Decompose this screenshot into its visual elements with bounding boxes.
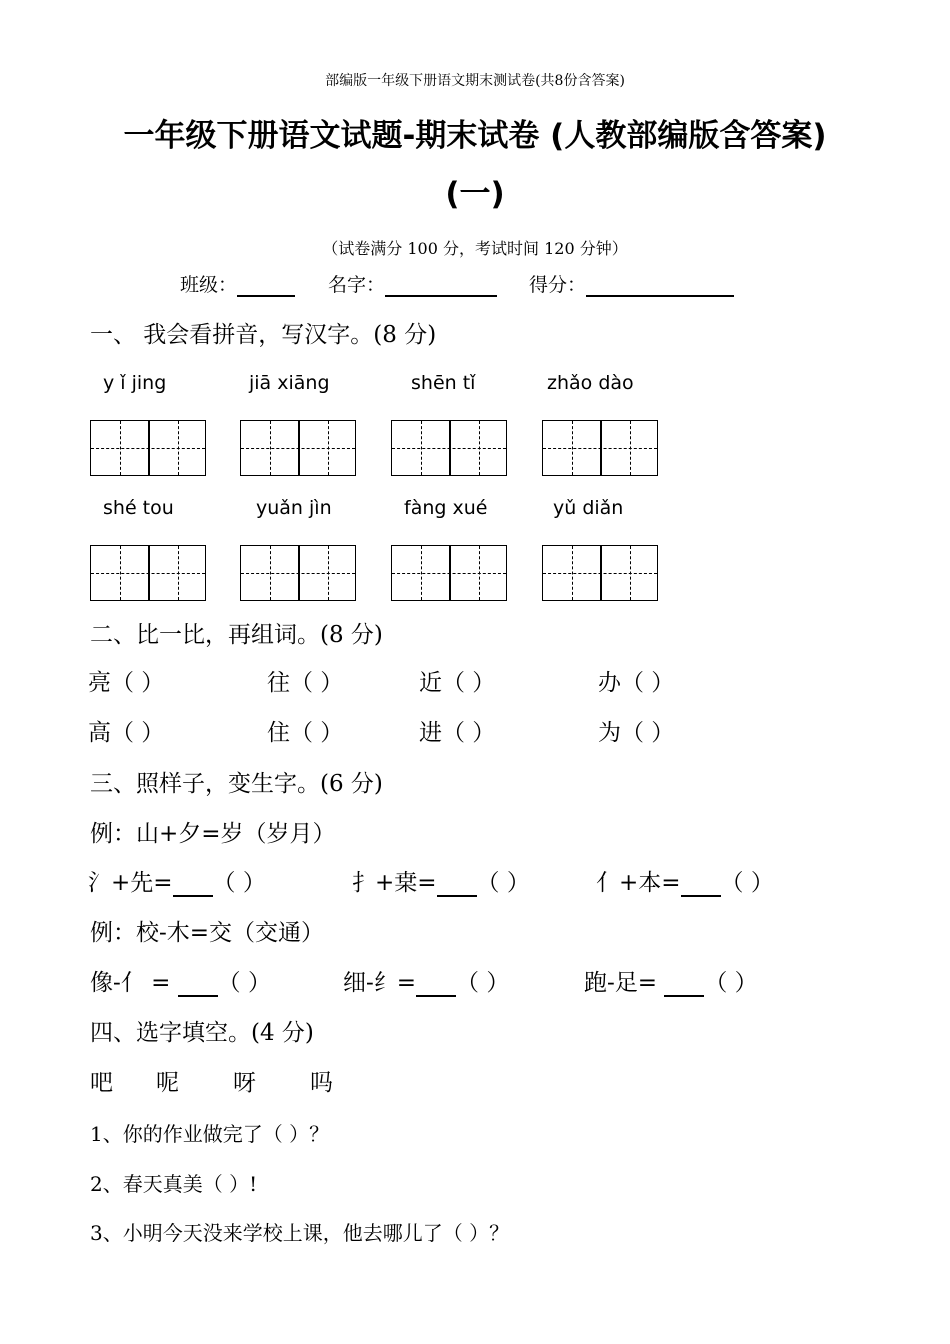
- word-pair-item: 进（ ）: [419, 720, 496, 746]
- compose-item: [90, 964, 271, 997]
- writing-grid[interactable]: [391, 420, 507, 476]
- word-pair-item: 住（ ）: [267, 720, 344, 746]
- page-title-number: (一): [445, 176, 505, 212]
- pinyin-label: jiā xiāng: [249, 372, 330, 394]
- compose-item: [584, 964, 758, 997]
- section4-title: 四、选字填空。(4 分): [90, 1020, 314, 1046]
- name-blank[interactable]: [385, 273, 497, 297]
- name-label: 名字：: [328, 274, 386, 296]
- class-label: 班级：: [180, 274, 238, 296]
- writing-grid[interactable]: [90, 545, 206, 601]
- word-pair-item: 亮（ ）: [88, 670, 165, 696]
- section2-title: 二、比一比，再组词。(8 分): [90, 622, 383, 648]
- choice-word: 吧: [90, 1070, 113, 1096]
- compose-formula: 扌+枽=: [352, 870, 437, 896]
- word-pair-item: 高（ ）: [88, 720, 165, 746]
- pinyin-label: shé tou: [103, 497, 174, 519]
- answer-blank[interactable]: [173, 871, 213, 897]
- choice-word: 吗: [310, 1070, 333, 1096]
- compose-formula: 细-纟=: [343, 970, 417, 996]
- pinyin-label: yǔ diǎn: [553, 497, 624, 519]
- answer-blank[interactable]: [437, 871, 477, 897]
- compose-paren: （ ）: [217, 970, 271, 996]
- choice-word: 呀: [233, 1070, 256, 1096]
- choice-word: 呢: [156, 1070, 179, 1096]
- pinyin-label: shēn tǐ: [411, 372, 476, 394]
- compose-paren: （ ）: [456, 970, 510, 996]
- fill-question: 3、小明今天没来学校上课，他去哪儿了（ ）？: [90, 1221, 510, 1245]
- compose-paren: （ ）: [476, 870, 530, 896]
- compose-item: [343, 964, 509, 997]
- word-pair-item: 办（ ）: [598, 670, 675, 696]
- score-field: [529, 270, 734, 297]
- writing-grid[interactable]: [240, 545, 356, 601]
- writing-grid[interactable]: [542, 545, 658, 601]
- name-field: [328, 270, 497, 297]
- answer-blank[interactable]: [178, 971, 218, 997]
- answer-blank[interactable]: [416, 971, 456, 997]
- writing-grid[interactable]: [240, 420, 356, 476]
- compose-paren: （ ）: [212, 870, 266, 896]
- word-pair-item: 为（ ）: [598, 720, 675, 746]
- section1-title: 一、 我会看拼音，写汉字。(8 分): [90, 322, 437, 348]
- class-blank[interactable]: [237, 273, 295, 297]
- example-line: 例：校-木=交（交通）: [90, 920, 325, 946]
- word-pair-item: 往（ ）: [267, 670, 344, 696]
- writing-grid[interactable]: [542, 420, 658, 476]
- fill-question: 1、你的作业做完了（ ）？: [90, 1122, 330, 1146]
- answer-blank[interactable]: [681, 871, 721, 897]
- page-header: 部编版一年级下册语文期末测试卷(共8份含答案): [325, 73, 625, 89]
- fill-question: 2、春天真美（ ）!: [90, 1172, 258, 1196]
- word-pair-item: 近（ ）: [419, 670, 496, 696]
- compose-formula: 亻+本=: [596, 870, 681, 896]
- example-line: 例：山+夕=岁（岁月）: [90, 821, 336, 847]
- class-field: [180, 270, 295, 297]
- exam-subtitle: （试卷满分 100 分，考试时间 120 分钟）: [322, 239, 628, 258]
- answer-blank[interactable]: [664, 971, 704, 997]
- pinyin-label: y ǐ jing: [103, 372, 167, 394]
- pinyin-label: yuǎn jìn: [256, 497, 332, 519]
- score-blank[interactable]: [586, 273, 734, 297]
- compose-paren: （ ）: [720, 870, 774, 896]
- section3-title: 三、照样子，变生字。(6 分): [90, 771, 383, 797]
- writing-grid[interactable]: [90, 420, 206, 476]
- compose-item: [352, 864, 530, 897]
- compose-item: [88, 864, 266, 897]
- compose-paren: （ ）: [704, 970, 758, 996]
- pinyin-label: zhǎo dào: [547, 372, 634, 394]
- compose-formula: 跑-足=: [584, 970, 665, 996]
- page-title: 一年级下册语文试题-期末试卷 (人教部编版含答案): [123, 118, 827, 154]
- writing-grid[interactable]: [391, 545, 507, 601]
- compose-item: [596, 864, 774, 897]
- score-label: 得分：: [529, 274, 587, 296]
- compose-formula: 氵+先=: [88, 870, 173, 896]
- pinyin-label: fàng xué: [404, 497, 488, 519]
- compose-formula: 像-亻 =: [90, 970, 178, 996]
